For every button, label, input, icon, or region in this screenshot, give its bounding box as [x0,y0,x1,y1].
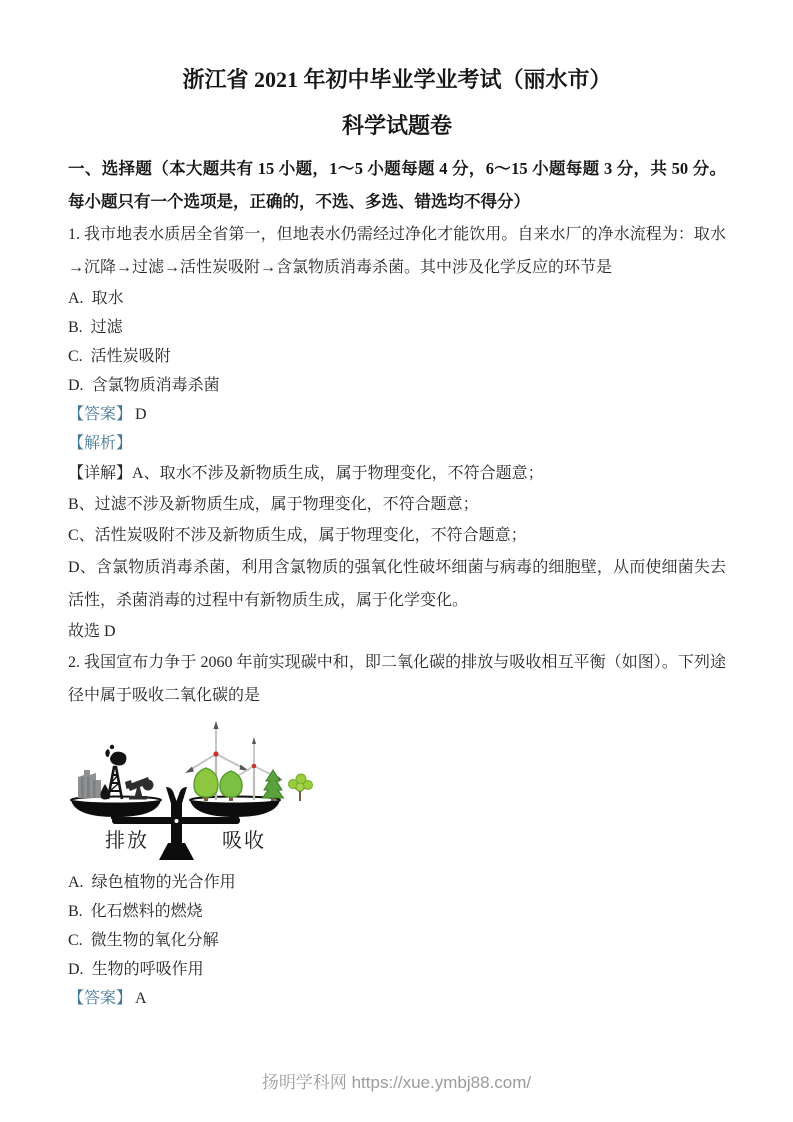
analysis-label: 【解析】 [68,435,133,452]
q1-option-c [68,342,726,371]
q2-option-a-key: A. [68,874,84,891]
q2-option-a [68,868,726,897]
q1-detail-c: C、活性炭吸附不涉及新物质生成，属于物理变化，不符合题意； [68,527,527,544]
stand-clamp [166,787,187,805]
page-content [68,0,726,1013]
q1-option-b-key: B. [68,319,83,336]
exam-title: 浙江省 2021 年初中毕业学业考试（丽水市） [182,67,612,92]
carbon-balance-figure [68,714,368,864]
q1-option-d [68,371,726,400]
q1-option-d-key: D. [68,377,84,394]
watermark-footer: 扬明学科网 https://xue.ymbj88.com/ [261,1073,532,1092]
q1-stem: 1. 我市地表水质居全省第一，但地表水仍需经过净化才能饮用。自来水厂的净水流程为：取水→沉降→过滤→活性炭吸附→含氯物质消毒杀菌。其中涉及化学反应的环节是 [68,226,726,276]
q1-option-b-text: 过滤 [90,319,123,336]
q1-option-a [68,284,726,313]
q2-option-d-key: D. [68,961,84,978]
q1-answer-row [68,400,726,429]
q1-option-c-text: 活性炭吸附 [90,348,171,365]
q2-option-b-text: 化石燃料的燃烧 [90,903,203,920]
q1-answer-value: D [135,406,147,423]
q2-option-c-key: C. [68,932,83,949]
tree-icon [289,774,313,801]
q2-option-c-text: 微生物的氧化分解 [90,932,219,949]
emission-label: 排放 [105,830,149,852]
section-header: 一、选择题（本大题共有 15 小题，1～5 小题每题 4 分，6～15 小题每题 3 分，共 50 分。每小题只有一个选项是，正确的，不选、多选、错选均不得分） [68,159,727,211]
q1-option-a-key: A. [68,290,84,307]
absorption-label: 吸收 [222,830,266,852]
q1-detail-d: D、含氯物质消毒杀菌，利用含氯物质的强氧化性破坏细菌与病毒的细胞壁，从而使细菌失去活性，杀菌消毒的过程中有新物质生成，属于化学变化。 [68,559,726,609]
q1-detail-a [68,458,726,489]
q1-option-c-key: C. [68,348,83,365]
q1-analysis-row [68,429,726,458]
pivot-dot [175,819,179,823]
answer-label: 【答案】 [68,406,133,423]
exam-subtitle: 科学试题卷 [341,113,452,138]
q2-answer-value: A [135,990,147,1007]
stand-base [159,843,194,860]
q2-stem: 2. 我国宣布力争于 2060 年前实现碳中和，即二氧化碳的排放与吸收相互平衡（如图）。下列途径中属于吸收二氧化碳的是 [68,654,726,704]
q1-option-d-text: 含氯物质消毒杀菌 [91,377,220,394]
q2-option-a-text: 绿色植物的光合作用 [91,874,236,891]
q1-detail-a-text: A、取水不涉及新物质生成，属于物理变化，不符合题意； [132,465,544,482]
q2-option-d-text: 生物的呼吸作用 [91,961,204,978]
oil-splash-icon [110,752,126,766]
q2-option-d [68,955,726,984]
q1-option-b [68,313,726,342]
stand-column [171,803,182,847]
q2-option-c [68,926,726,955]
detail-label: 【详解】 [68,465,133,482]
q2-option-b [68,897,726,926]
q1-option-a-text: 取水 [91,290,124,307]
answer-label: 【答案】 [68,990,133,1007]
q2-option-b-key: B. [68,903,83,920]
tree-icon [263,770,284,801]
q1-detail-b: B、过滤不涉及新物质生成，属于物理变化，不符合题意； [68,496,479,513]
q1-conclusion: 故选 D [68,623,116,640]
q2-answer-row [68,984,726,1013]
